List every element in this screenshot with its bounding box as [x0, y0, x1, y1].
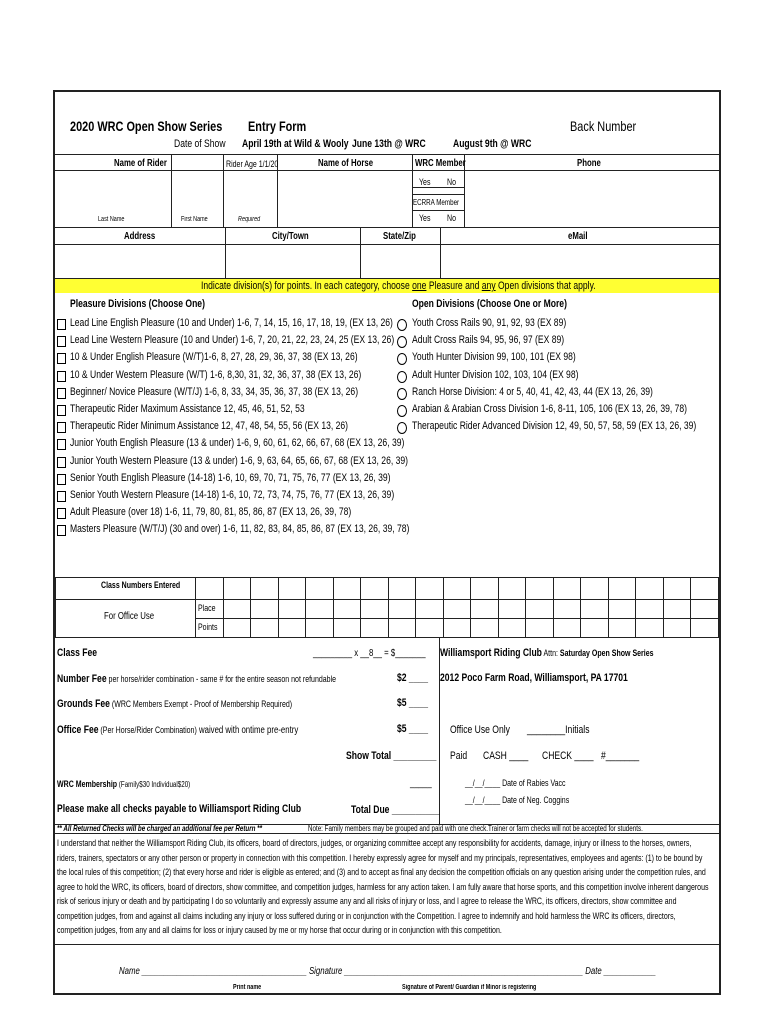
rider-age-label: Rider Age 1/1/20	[226, 159, 279, 169]
check-field[interactable]: CHECK ____	[542, 750, 594, 762]
paid-label: Paid	[450, 750, 468, 762]
open-division-radio[interactable]	[397, 405, 407, 417]
club-address: 2012 Poco Farm Road, Williamsport, PA 17701	[440, 672, 628, 684]
date-of-show-label: Date of Show	[174, 138, 226, 150]
wrc-membership: WRC Membership (Family$30 Individual$20)	[57, 779, 191, 789]
form-name: Entry Form	[248, 118, 307, 134]
pleasure-division-item: Therapeutic Rider Maximum Assistance 12, 45, 46, 51, 52, 53	[70, 403, 305, 415]
pleasure-division-item: Senior Youth English Pleasure (14-18) 1-6, 10, 69, 70, 71, 75, 76, 77 (EX 13, 26, 39)	[70, 471, 391, 484]
show-date-1: April 19th at Wild & Wooly	[242, 138, 349, 150]
grounds-fee: Grounds Fee (WRC Members Exempt - Proof of Membership Required)	[57, 698, 293, 710]
pleasure-division-item: 10 & Under Western Pleasure (W/T) 1-6, 8,30, 31, 32, 36, 37, 38 (EX 13, 26)	[70, 368, 362, 381]
city-town-label: City/Town	[272, 231, 309, 242]
rabies-date[interactable]: __/__/____ Date of Rabies Vacc	[465, 778, 566, 788]
pleasure-checkbox[interactable]	[57, 508, 66, 519]
class-numbers-label: Class Numbers Entered	[101, 580, 181, 590]
pleasure-division-item: Adult Pleasure (over 18) 1-6, 11, 79, 80, 81, 85, 86, 87 (EX 13, 26, 39, 78)	[70, 506, 352, 519]
open-division-item: Youth Cross Rails 90, 91, 92, 93 (EX 89)	[412, 317, 567, 329]
check-number-field[interactable]: #_______	[601, 750, 640, 762]
pleasure-checkbox[interactable]	[57, 422, 66, 433]
back-number-label: Back Number	[570, 118, 637, 134]
open-division-radio[interactable]	[397, 388, 407, 400]
open-division-item: Adult Cross Rails 94, 95, 96, 97 (EX 89)	[412, 334, 565, 347]
form-title: 2020 WRC Open Show Series	[70, 118, 223, 134]
initials-field[interactable]: ________Initials	[527, 724, 590, 736]
coggins-date[interactable]: __/__/____ Date of Neg. Coggins	[465, 795, 570, 805]
pleasure-division-item: Senior Youth Western Pleasure (14-18) 1-6, 10, 72, 73, 74, 75, 76, 77 (EX 13, 26, 39)	[70, 489, 395, 501]
phone-label: Phone	[577, 158, 601, 169]
name-of-horse-label: Name of Horse	[318, 158, 374, 169]
name-of-rider-label: Name of Rider	[114, 158, 167, 169]
open-division-radio[interactable]	[397, 336, 407, 348]
email-label: eMail	[568, 231, 588, 242]
place-label: Place	[198, 603, 216, 613]
ecrra-yes[interactable]: Yes	[419, 213, 431, 223]
class-fee-calc[interactable]: _________ x __8__ = $_______	[313, 648, 426, 659]
pleasure-checkbox[interactable]	[57, 388, 66, 399]
pleasure-checkbox[interactable]	[57, 491, 66, 502]
cash-field[interactable]: CASH ____	[483, 750, 529, 762]
pleasure-heading: Pleasure Divisions (Choose One)	[70, 298, 205, 310]
wrc-no[interactable]: No	[447, 177, 456, 187]
club-name: Williamsport Riding Club Attn: Saturday Open Show Series	[440, 647, 654, 659]
pleasure-division-item: Lead Line English Pleasure (10 and Under) 1-6, 7, 14, 15, 16, 17, 18, 19, (EX 13, 26)	[70, 317, 393, 329]
open-division-item: Adult Hunter Division 102, 103, 104 (EX 98)	[412, 368, 579, 381]
family-note: Note: Family members may be grouped and paid with one check.Trainer or farm checks will not be accepted for students.	[308, 824, 643, 833]
required-label: Required	[238, 216, 261, 223]
pleasure-division-item: 10 & Under English Pleasure (W/T)1-6, 8, 27, 28, 29, 36, 37, 38 (EX 13, 26)	[70, 351, 358, 364]
pleasure-division-item: Junior Youth Western Pleasure (13 & under) 1-6, 9, 63, 64, 65, 66, 67, 68 (EX 13, 26, 39)	[70, 454, 409, 467]
wrc-yes[interactable]: Yes	[419, 177, 431, 187]
waiver-text: I understand that neither the Williamsport Riding Club, its officers, board of directors, judges, or organizing committee accept any responsibility for accidents, damage, injury or illness to the horses, owners, riders, trainers, spectators or any other person or property in connection with this competition. I hereby expressly agree for myself and my principals, representatives, employees and agents: (1) to be bound by the local rules of this competition; (2) that every horse and rider is eligible as entered; and (3) and to accept as final any decision the competition officials on any question arising under the competition rules, and agree to hold the WRC, its officers, board of directors, show committee, and competition judges, harmless for any action taken. I am fully aware that horse sports, and this competition involve inherent dangerous risk of serious injury or death and by participating I do so voluntarily and expressly assume any and all risks of injury or loss, and I agree to release the WRC, its officers, directors, show committee and competition judges, from and against all claims including any injury or loss suffered during or in conjunction with the Competition. I agree to indemnify and hold harmless the WRC its officers, directors, competition judges, from any and all claims for loss or injury caused by me or my horse that occur during or in conjunction with this competition.	[57, 838, 709, 935]
last-name-label: Last Name	[98, 216, 125, 223]
address-label: Address	[124, 231, 156, 242]
open-division-radio[interactable]	[397, 422, 407, 434]
payable-note: Please make all checks payable to Williamsport Riding Club	[57, 803, 302, 815]
open-heading: Open Divisions (Choose One or More)	[412, 298, 567, 310]
pleasure-checkbox[interactable]	[57, 457, 66, 468]
pleasure-division-item: Lead Line Western Pleasure (10 and Under) 1-6, 7, 20, 21, 22, 23, 24, 25 (EX 13, 26)	[70, 334, 395, 347]
pleasure-division-item: Masters Pleasure (W/T/J) (30 and over) 1-6, 11, 82, 83, 84, 85, 86, 87 (EX 13, 26, 39, 78)	[70, 523, 410, 536]
open-division-radio[interactable]	[397, 371, 407, 383]
class-fee-label: Class Fee	[57, 647, 98, 659]
wrc-membership-amount[interactable]: _____	[410, 778, 432, 789]
pleasure-division-item: Beginner/ Novice Pleasure (W/T/J) 1-6, 8, 33, 34, 35, 36, 37, 38 (EX 13, 26)	[70, 385, 359, 398]
state-zip-label: State/Zip	[383, 231, 416, 242]
show-date-2: June 13th @ WRC	[352, 138, 426, 150]
ecrra-no[interactable]: No	[447, 213, 456, 223]
pleasure-checkbox[interactable]	[57, 353, 66, 364]
pleasure-checkbox[interactable]	[57, 336, 66, 347]
pleasure-checkbox[interactable]	[57, 319, 66, 330]
wrc-member-label: WRC Member	[415, 158, 466, 169]
signature-line[interactable]: Name ______________________________________ Signature _______________________________________________________ Date ____________	[119, 966, 657, 977]
entry-form	[53, 90, 721, 995]
pleasure-division-item: Junior Youth English Pleasure (13 & under) 1-6, 9, 60, 61, 62, 66, 67, 68 (EX 13, 26, 39)	[70, 437, 405, 450]
office-use-only: Office Use Only	[450, 724, 510, 736]
ecrra-member-label: ECRRA Member	[413, 198, 460, 207]
open-division-item: Therapeutic Rider Advanced Division 12, 49, 50, 57, 58, 59 (EX 13, 26, 39)	[412, 420, 697, 433]
parent-signature-label: Signature of Parent/ Guardian if Minor is registering	[402, 984, 537, 991]
show-date-3: August 9th @ WRC	[453, 138, 532, 150]
office-fee-amount[interactable]: $5 ____	[397, 723, 429, 735]
open-division-radio[interactable]	[397, 319, 407, 331]
show-total[interactable]: Show Total _________	[346, 750, 437, 762]
points-label: Points	[198, 622, 218, 632]
print-name-label: Print name	[233, 984, 262, 991]
pleasure-checkbox[interactable]	[57, 371, 66, 382]
pleasure-checkbox[interactable]	[57, 525, 66, 536]
pleasure-checkbox[interactable]	[57, 405, 66, 416]
office-fee: Office Fee (Per Horse/Rider Combination) waived with ontime pre-entry	[57, 724, 299, 736]
pleasure-division-item: Therapeutic Rider Minimum Assistance 12, 47, 48, 54, 55, 56 (EX 13, 26)	[70, 420, 349, 433]
open-division-item: Ranch Horse Division: 4 or 5, 40, 41, 42, 43, 44 (EX 13, 26, 39)	[412, 385, 653, 398]
open-division-radio[interactable]	[397, 353, 407, 365]
open-division-item: Arabian & Arabian Cross Division 1-6, 8-11, 105, 106 (EX 13, 26, 39, 78)	[412, 403, 688, 415]
first-name-label: First Name	[181, 216, 208, 223]
pleasure-checkbox[interactable]	[57, 439, 66, 450]
open-division-item: Youth Hunter Division 99, 100, 101 (EX 98)	[412, 351, 576, 364]
grounds-fee-amount[interactable]: $5 ____	[397, 697, 429, 709]
total-due[interactable]: Total Due __________	[351, 804, 440, 816]
returned-checks-note: ** All Returned Checks will be charged an additional fee per Return **	[57, 824, 263, 833]
for-office-use-label: For Office Use	[104, 611, 155, 622]
number-fee-amount[interactable]: $2 ____	[397, 672, 429, 684]
instructions: Indicate division(s) for points. In each category, choose one Pleasure and any Open divisions that apply.	[201, 280, 596, 292]
pleasure-checkbox[interactable]	[57, 474, 66, 485]
number-fee: Number Fee per horse/rider combination - same # for the entire season not refundable	[57, 673, 337, 685]
